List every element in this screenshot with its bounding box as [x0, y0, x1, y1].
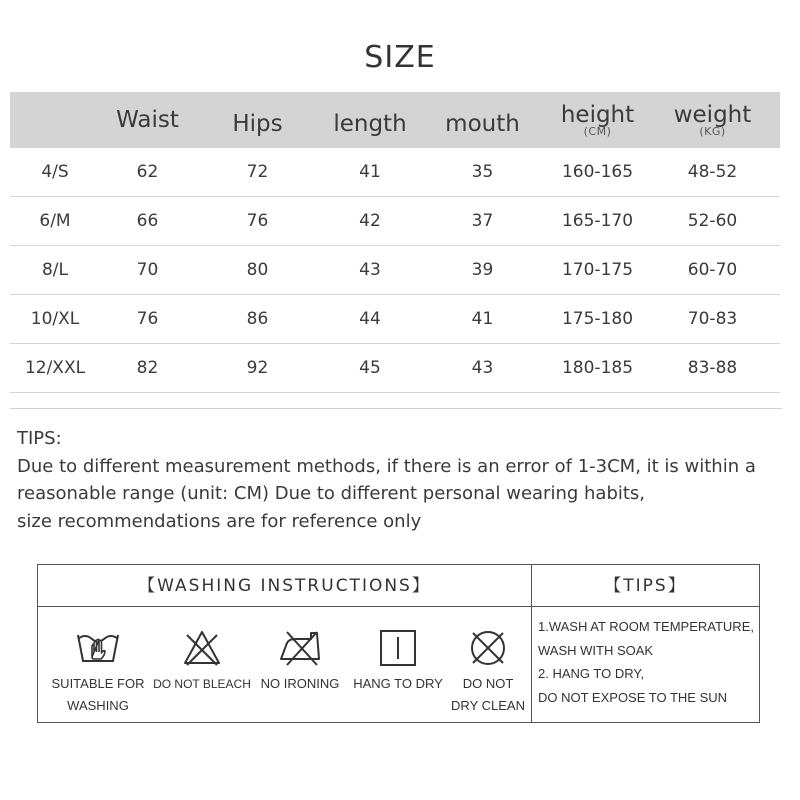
height-cell: 170-175 — [561, 260, 634, 280]
size-cell: 4/S — [41, 162, 69, 182]
height-cell: 175-180 — [561, 309, 634, 329]
weight-cell: 83-88 — [687, 358, 738, 378]
size-cell: 6/M — [39, 211, 71, 231]
header-label: weight — [673, 102, 752, 128]
waist-cell: 66 — [136, 211, 159, 231]
tips-line: reasonable range (unit: CM) Due to different personal wearing habits, — [17, 483, 646, 504]
header-length — [315, 92, 425, 148]
care-label-line: DRY CLEAN — [451, 698, 525, 713]
table-row — [10, 344, 780, 393]
hang-dry-icon — [378, 627, 418, 669]
care-tip-line: DO NOT EXPOSE TO THE SUN — [538, 689, 728, 705]
washing-instructions-panel — [37, 564, 760, 723]
care-tips-text — [538, 615, 758, 709]
waist-cell: 76 — [136, 309, 159, 329]
tips-heading: TIPS: — [17, 428, 62, 449]
waist-cell: 62 — [136, 162, 159, 182]
tips-line: Due to different measurement methods, if there is an error of 1-3CM, it is within a — [17, 455, 756, 477]
care-tip-line: 1.WASH AT ROOM TEMPERATURE, — [538, 619, 754, 634]
table-row — [10, 246, 780, 295]
height-cell: 160-165 — [561, 162, 634, 182]
no-ironing-icon — [277, 627, 323, 669]
length-cell: 45 — [359, 358, 381, 378]
size-cell: 8/L — [41, 260, 68, 280]
care-label-line: WASHING — [67, 698, 129, 713]
page-title: SIZE — [364, 40, 436, 75]
header-waist — [95, 92, 200, 148]
height-cell: 165-170 — [561, 211, 634, 231]
washing-icon — [75, 627, 121, 669]
header-mouth — [430, 92, 535, 148]
care-label-line: DO NOT BLEACH — [153, 677, 251, 691]
length-cell: 43 — [359, 260, 381, 280]
tips-section — [17, 425, 787, 535]
header-label: mouth — [445, 111, 520, 137]
header-weight — [655, 92, 770, 148]
care-label-line: DO NOT — [462, 676, 514, 691]
length-cell: 41 — [359, 162, 381, 182]
section-divider — [10, 408, 782, 409]
mouth-cell: 35 — [471, 162, 494, 182]
tips-line: size recommendations are for reference only — [17, 510, 422, 532]
waist-cell: 70 — [136, 260, 159, 280]
care-item-no-bleach — [154, 607, 250, 722]
care-label — [261, 673, 340, 695]
hips-cell: 80 — [246, 260, 269, 280]
care-label-line: NO IRONING — [260, 676, 340, 691]
care-item-no-dry-clean — [448, 607, 528, 722]
header-label: Waist — [116, 107, 179, 133]
size-table-header — [10, 92, 780, 148]
table-row — [10, 148, 780, 197]
care-label-line: HANG TO DRY — [353, 676, 443, 691]
care-item-washing — [48, 607, 148, 722]
table-row — [10, 197, 780, 246]
hips-cell: 86 — [246, 309, 269, 329]
header-label: Hips — [232, 111, 283, 137]
no-bleach-icon — [181, 627, 223, 669]
weight-cell: 60-70 — [687, 260, 738, 280]
care-tip-line: 2. HANG TO DRY, — [538, 666, 644, 681]
mouth-cell: 39 — [471, 260, 494, 280]
header-hips — [205, 92, 310, 148]
washing-instructions-header: 【WASHING INSTRUCTIONS】 — [38, 565, 532, 607]
mouth-cell: 43 — [471, 358, 494, 378]
care-label — [451, 673, 525, 717]
header-label: height — [560, 102, 635, 128]
care-label — [353, 673, 443, 695]
size-cell: 10/XL — [30, 309, 80, 329]
mouth-cell: 41 — [471, 309, 494, 329]
header-label: length — [333, 111, 407, 137]
washing-icons-row — [38, 607, 532, 722]
care-tips-header: 【TIPS】 — [532, 565, 759, 607]
care-label — [52, 673, 145, 717]
mouth-cell: 37 — [471, 211, 494, 231]
care-item-no-ironing — [254, 607, 346, 722]
length-cell: 42 — [359, 211, 381, 231]
table-row — [10, 295, 780, 344]
length-cell: 44 — [359, 309, 381, 329]
size-table — [10, 92, 780, 393]
care-tip-line: WASH WITH SOAK — [538, 642, 654, 658]
weight-cell: 52-60 — [687, 211, 738, 231]
hips-cell: 76 — [246, 211, 269, 231]
header-unit: (KG) — [699, 125, 726, 138]
hips-cell: 72 — [246, 162, 269, 182]
height-cell: 180-185 — [561, 358, 634, 378]
weight-cell: 48-52 — [687, 162, 738, 182]
weight-cell: 70-83 — [687, 309, 738, 329]
care-label — [153, 673, 251, 695]
header-height — [540, 92, 655, 148]
no-dry-clean-icon — [467, 627, 509, 669]
care-label-line: SUITABLE FOR — [51, 676, 145, 691]
care-item-hang-dry — [350, 607, 446, 722]
hips-cell: 92 — [246, 358, 269, 378]
header-unit: (CM) — [583, 125, 612, 138]
waist-cell: 82 — [136, 358, 159, 378]
size-cell: 12/XXL — [24, 358, 86, 378]
